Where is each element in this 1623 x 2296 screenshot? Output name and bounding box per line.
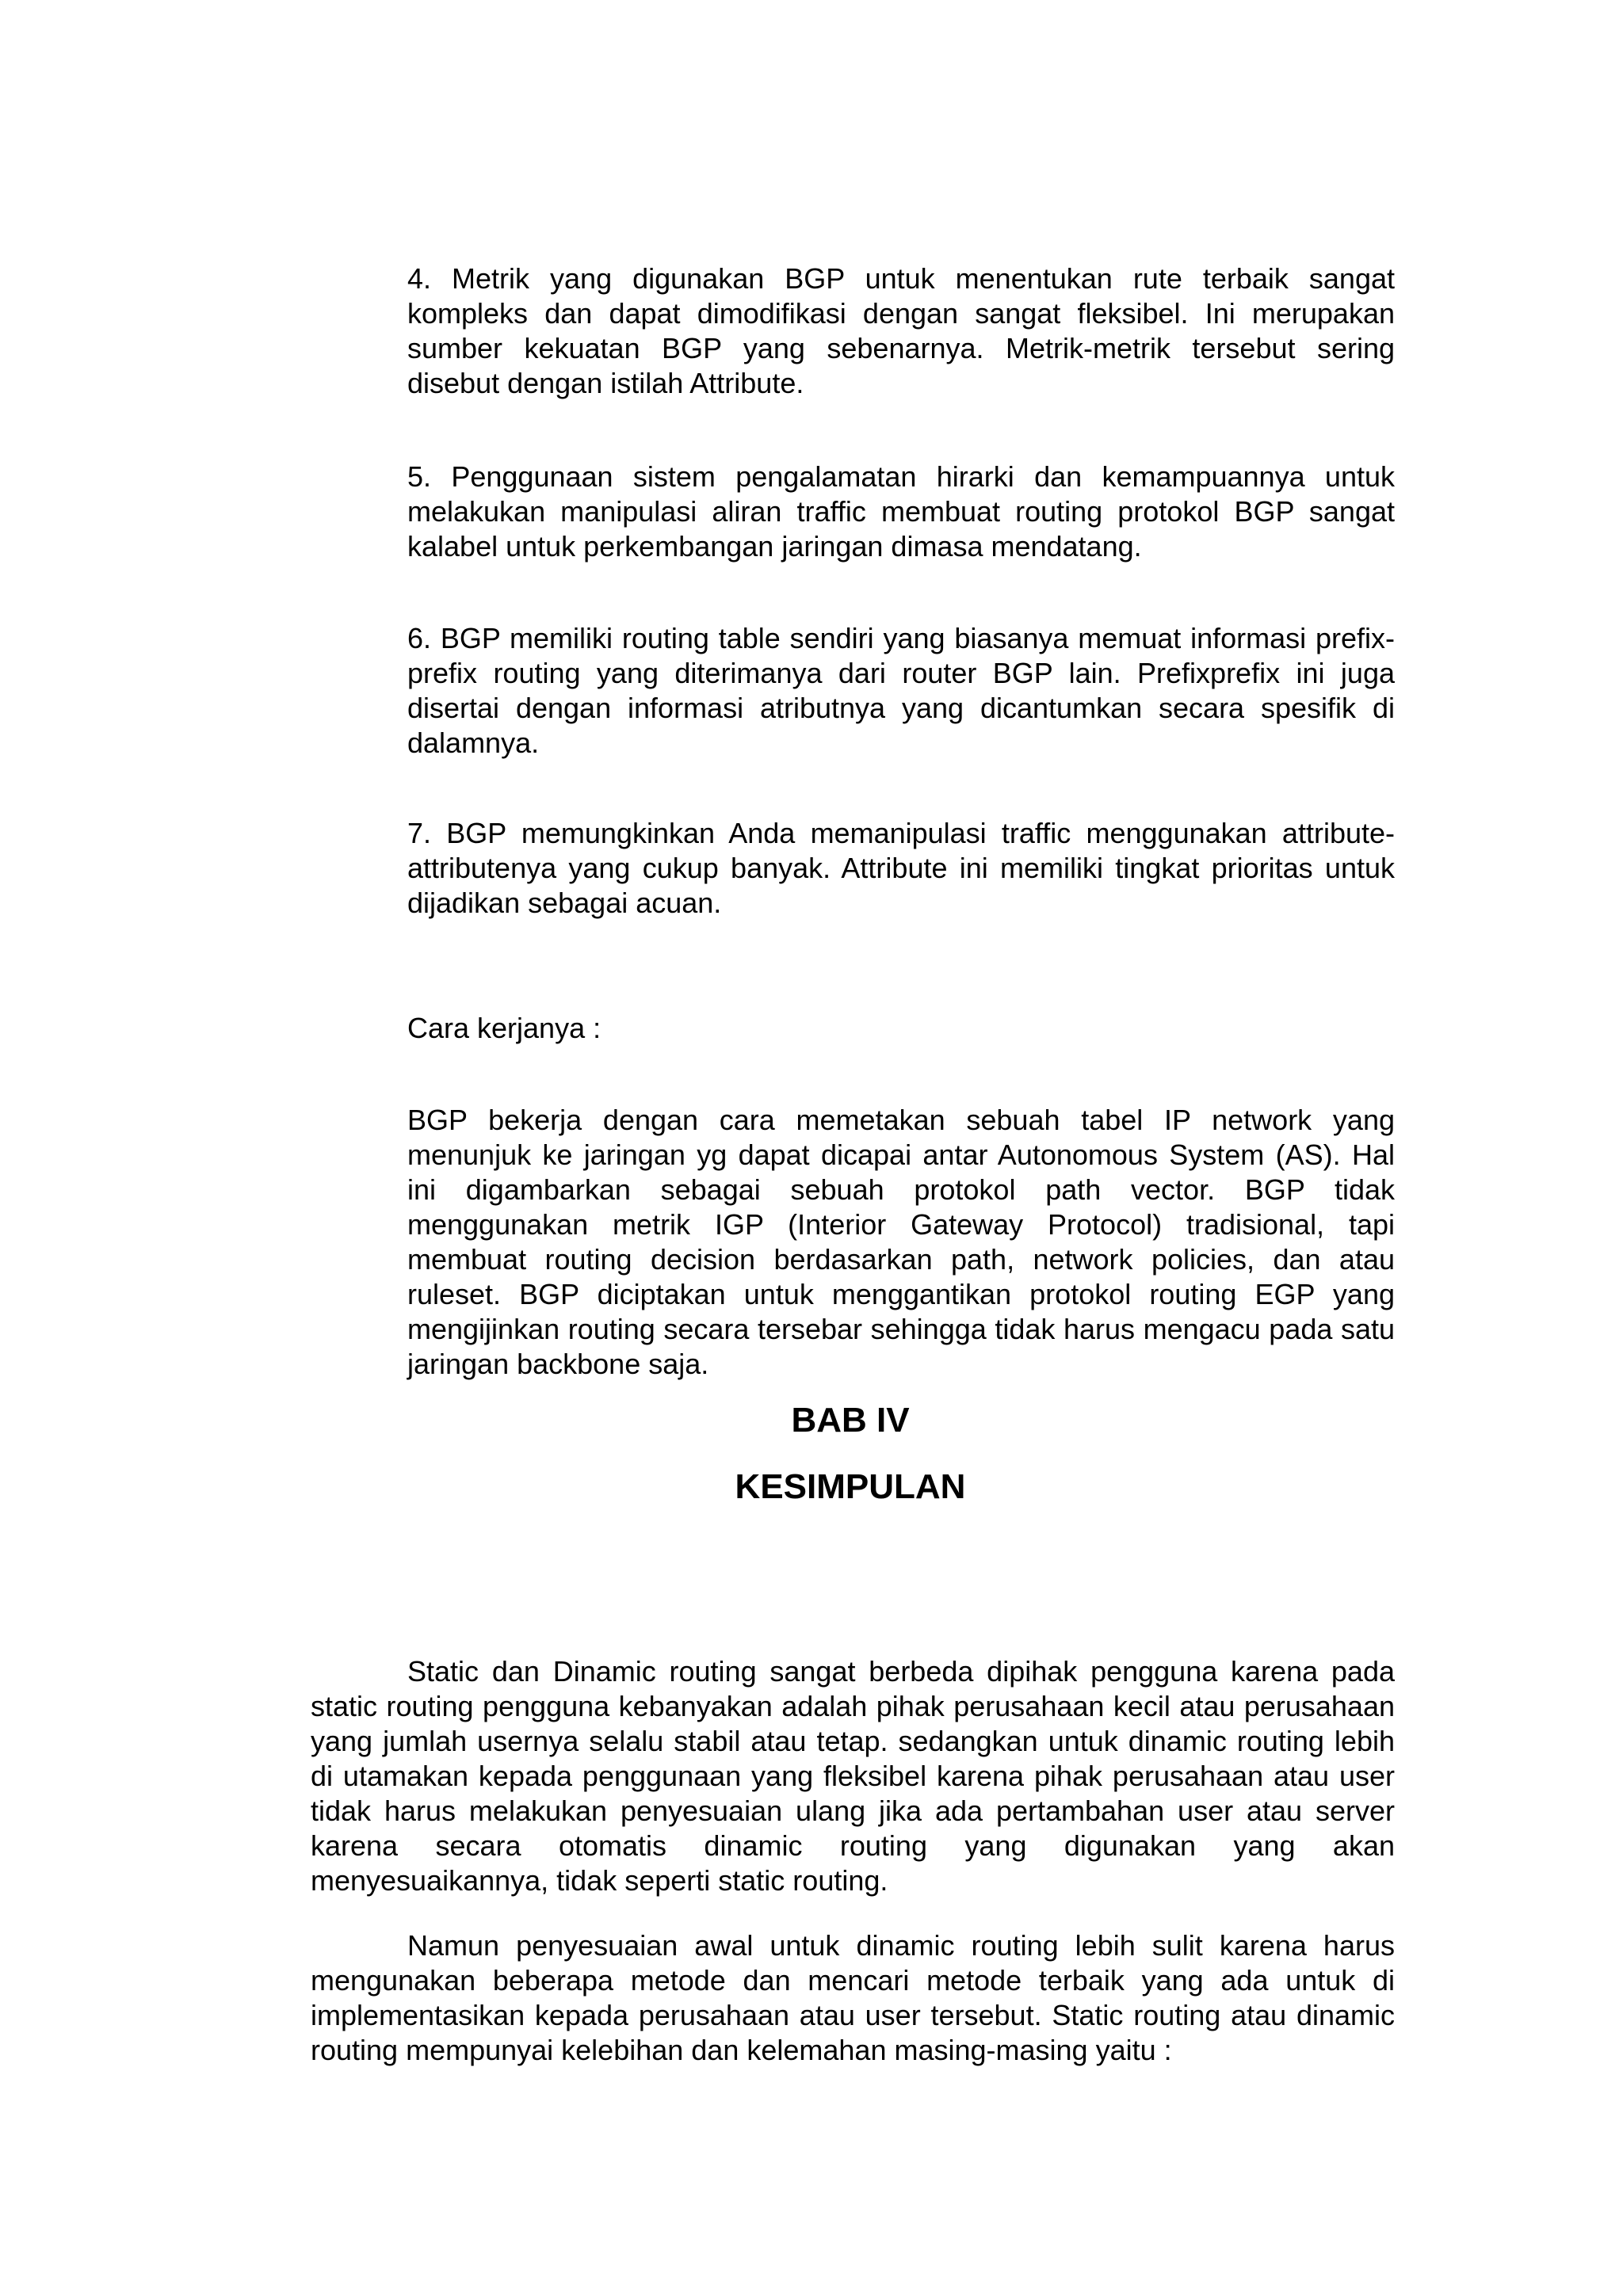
- conclusion-paragraph-2: Namun penyesuaian awal untuk dinamic routing lebih sulit karena harus mengunakan beberapa metode dan mencari metode terbaik yang ada untuk di implementasikan kepada perusahaan atau user tersebut. Static routing atau dinamic routing mempunyai kelebihan dan kelemahan masing-masing yaitu :: [311, 1929, 1395, 2066]
- list-item-6: 6. BGP memiliki routing table sendiri yang biasanya memuat informasi prefix-prefix routing yang diterimanya dari router BGP lain. Prefixprefix ini juga disertai dengan informasi atributnya yang dicantumkan secara spesifik di dalamnya.: [407, 622, 1395, 759]
- list-item-5: 5. Penggunaan sistem pengalamatan hirarki dan kemampuannya untuk melakukan manipulasi aliran traffic membuat routing protokol BGP sangat kalabel untuk perkembangan jaringan dimasa mendatang.: [407, 460, 1395, 563]
- chapter-title: KESIMPULAN: [735, 1467, 966, 1506]
- cara-kerja-paragraph: BGP bekerja dengan cara memetakan sebuah tabel IP network yang menunjuk ke jaringan yg dapat dicapai antar Autonomous System (AS). Hal ini digambarkan sebagai sebuah protokol path vector. BGP tidak menggunakan metrik IGP (Interior Gateway Protocol) tradisional, tapi membuat routing decision berdasarkan path, network policies, dan atau ruleset. BGP diciptakan untuk menggantikan protokol routing EGP yang mengijinkan routing secara tersebar sehingga tidak harus mengacu pada satu jaringan backbone saja.: [407, 1104, 1395, 1380]
- list-item-4: 4. Metrik yang digunakan BGP untuk menentukan rute terbaik sangat kompleks dan dapat dimodifikasi dengan sangat fleksibel. Ini merupakan sumber kekuatan BGP yang sebenarnya. Metrik-metrik tersebut sering disebut dengan istilah Attribute.: [407, 262, 1395, 399]
- cara-kerja-label: Cara kerjanya :: [407, 1012, 601, 1044]
- conclusion-paragraph-1: Static dan Dinamic routing sangat berbeda dipihak pengguna karena pada static routing pengguna kebanyakan adalah pihak perusahaan kecil atau perusahaan yang jumlah usernya selalu stabil atau tetap. sedangkan untuk dinamic routing lebih di utamakan kepada penggunaan yang fleksibel karena pihak perusahaan atau user tidak harus melakukan penyesuaian ulang jika ada pertambahan user atau server karena secara otomatis dinamic routing yang digunakan yang akan menyesuaikannya, tidak seperti static routing.: [311, 1655, 1395, 1897]
- chapter-number: BAB IV: [791, 1401, 910, 1440]
- list-item-7: 7. BGP memungkinkan Anda memanipulasi traffic menggunakan attribute-attributenya yang cukup banyak. Attribute ini memiliki tingkat prioritas untuk dijadikan sebagai acuan.: [407, 817, 1395, 919]
